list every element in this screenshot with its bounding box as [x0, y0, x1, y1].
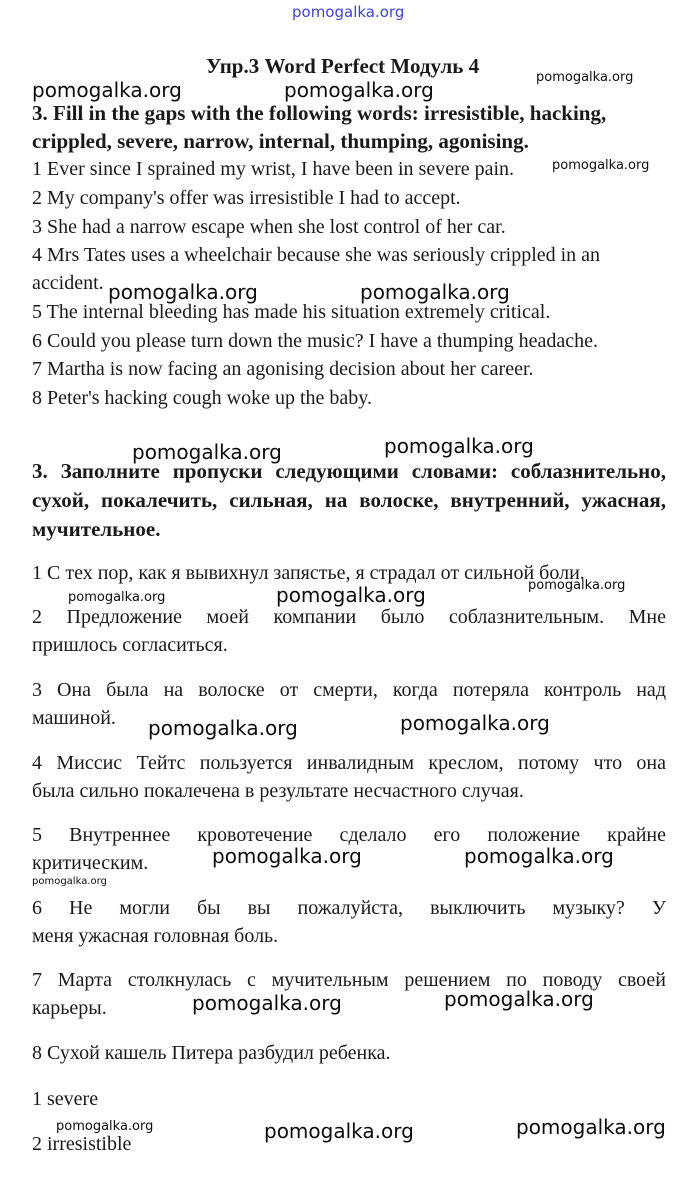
- watermark: pomogalka.org: [400, 711, 550, 735]
- english-sentence-1: 1 Ever since I sprained my wrist, I have been in severe pain.: [32, 158, 515, 180]
- english-sentence-4: 4 Mrs Tates uses a wheelchair because she was seriously crippled in an: [32, 244, 601, 266]
- watermark: pomogalka.org: [516, 1115, 666, 1139]
- russian-sentence-1: 1 С тех пор, как я вывихнул запястье, я страдал от сильной боли.: [32, 562, 585, 584]
- watermark: pomogalka.org: [264, 1119, 414, 1143]
- watermark: pomogalka.org: [32, 78, 182, 102]
- watermark: pomogalka.org: [148, 716, 298, 740]
- english-sentence-7: 7 Martha is now facing an agonising decision about her career.: [32, 358, 534, 380]
- russian-sentence-6: 6 Не могли бы вы пожалуйста, выключить музыку? У: [32, 897, 666, 919]
- russian-instruction-line-3: мучительное.: [32, 517, 161, 541]
- watermark: pomogalka.org: [108, 280, 258, 304]
- watermark: pomogalka.org: [384, 434, 534, 458]
- russian-instruction-line-2: сухой, покалечить, сильная, на волоске, внутренний, ужасная,: [32, 488, 666, 512]
- english-sentence-3: 3 She had a narrow escape when she lost control of her car.: [32, 216, 506, 238]
- watermark-top: pomogalka.org: [292, 3, 405, 21]
- watermark: pomogalka.org: [552, 158, 650, 173]
- russian-sentence-7: 7 Марта столкнулась с мучительным решением по поводу своей: [32, 969, 666, 991]
- russian-sentence-5-cont: критическим.: [32, 852, 149, 874]
- watermark: pomogalka.org: [276, 583, 426, 607]
- watermark: pomogalka.org: [536, 70, 634, 85]
- russian-sentence-2: 2 Предложение моей компании было соблазнительным. Мне: [32, 606, 666, 628]
- watermark: pomogalka.org: [444, 987, 594, 1011]
- english-sentence-6: 6 Could you please turn down the music? I have a thumping headache.: [32, 330, 598, 352]
- watermark: pomogalka.org: [284, 78, 434, 102]
- english-instruction-line-1: 3. Fill in the gaps with the following words: irresistible, hacking,: [32, 101, 607, 125]
- watermark: pomogalka.org: [192, 991, 342, 1015]
- russian-sentence-4: 4 Миссис Тейтс пользуется инвалидным креслом, потому что она: [32, 752, 666, 774]
- russian-sentence-4-cont: была сильно покалечена в результате несчастного случая.: [32, 780, 524, 802]
- watermark: pomogalka.org: [464, 844, 614, 868]
- english-sentence-8: 8 Peter's hacking cough woke up the baby.: [32, 387, 372, 409]
- russian-sentence-6-cont: меня ужасная головная боль.: [32, 925, 279, 947]
- watermark: pomogalka.org: [32, 876, 107, 887]
- english-sentence-2: 2 My company's offer was irresistible I had to accept.: [32, 187, 461, 209]
- watermark: pomogalka.org: [360, 280, 510, 304]
- russian-sentence-7-cont: карьеры.: [32, 997, 107, 1019]
- russian-instruction-line-1: 3. Заполните пропуски следующими словами: соблазнительно,: [32, 459, 666, 483]
- answer-2: 2 irresistible: [32, 1133, 132, 1155]
- watermark: pomogalka.org: [212, 844, 362, 868]
- watermark: pomogalka.org: [132, 440, 282, 464]
- russian-sentence-5: 5 Внутреннее кровотечение сделало его положение крайне: [32, 824, 666, 846]
- english-instruction-line-2: crippled, severe, narrow, internal, thumping, agonising.: [32, 129, 529, 153]
- watermark: pomogalka.org: [68, 590, 166, 605]
- page-title: Упр.3 Word Perfect Модуль 4: [206, 54, 480, 78]
- english-sentence-4-cont: accident.: [32, 272, 104, 294]
- russian-sentence-3-cont: машиной.: [32, 707, 116, 729]
- english-sentence-5: 5 The internal bleeding has made his situation extremely critical.: [32, 301, 551, 323]
- russian-sentence-8: 8 Сухой кашель Питера разбудил ребенка.: [32, 1042, 391, 1064]
- watermark: pomogalka.org: [56, 1119, 154, 1134]
- answer-1: 1 severe: [32, 1088, 99, 1110]
- russian-sentence-3: 3 Она была на волоске от смерти, когда потеряла контроль над: [32, 679, 666, 701]
- russian-sentence-2-cont: пришлось согласиться.: [32, 634, 228, 656]
- watermark: pomogalka.org: [528, 578, 626, 593]
